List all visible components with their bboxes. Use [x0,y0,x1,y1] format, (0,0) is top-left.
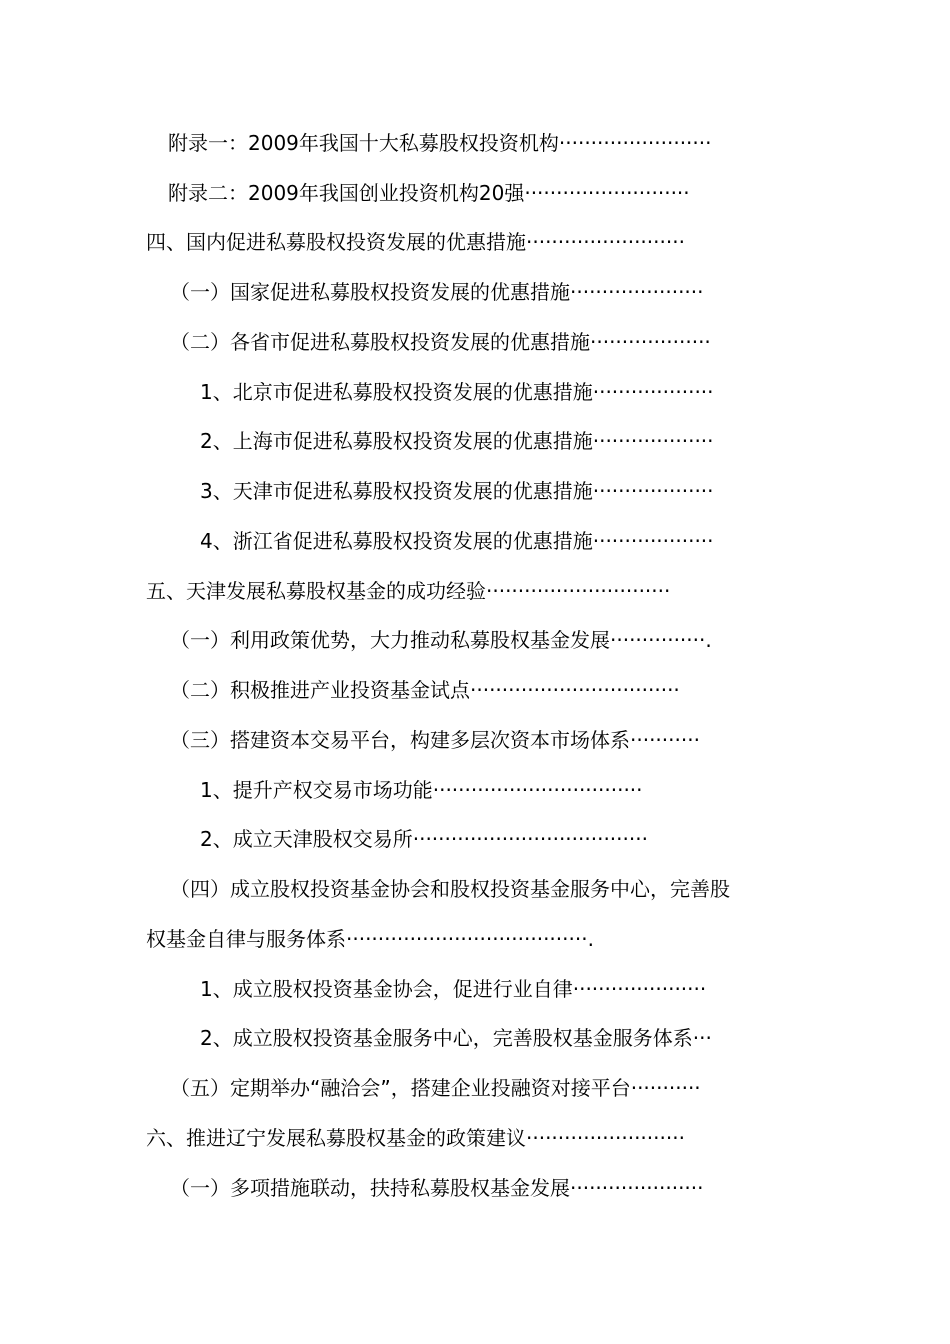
toc-entry: （一）利用政策优势，大力推动私募股权基金发展···············. [170,628,712,652]
toc-entry: 五、天津发展私募股权基金的成功经验····························· [146,579,671,603]
toc-entry: （一）国家促进私募股权投资发展的优惠措施····················· [170,280,704,304]
toc-entry: 六、推进辽宁发展私募股权基金的政策建议························· [146,1126,685,1150]
toc-entry: 3、天津市促进私募股权投资发展的优惠措施··················· [200,479,714,503]
toc-entry: 1、北京市促进私募股权投资发展的优惠措施··················· [200,380,714,404]
toc-entry: 1、提升产权交易市场功能································· [200,778,643,802]
toc-entry: 2、上海市促进私募股权投资发展的优惠措施··················· [200,429,714,453]
toc-entry: 附录二：2009年我国创业投资机构20强·························· [168,181,690,205]
toc-entry: （二）积极推进产业投资基金试点································· [170,678,680,702]
toc-entry: 2、成立天津股权交易所····································· [200,827,648,851]
toc-entry: 附录一：2009年我国十大私募股权投资机构························ [168,131,712,155]
toc-entry: 4、浙江省促进私募股权投资发展的优惠措施··················· [200,529,714,553]
toc-entry: （一）多项措施联动，扶持私募股权基金发展····················· [170,1176,704,1200]
toc-entry: 2、成立股权投资基金服务中心，完善股权基金服务体系··· [200,1026,712,1050]
toc-entry: 权基金自律与服务体系······································. [146,927,594,951]
toc-entry: 四、国内促进私募股权投资发展的优惠措施························· [146,230,685,254]
toc-entry: （二）各省市促进私募股权投资发展的优惠措施··················· [170,330,711,354]
toc-entry: （五）定期举办“融洽会”，搭建企业投融资对接平台··········· [170,1076,701,1100]
toc-entry: 1、成立股权投资基金协会，促进行业自律····················· [200,977,707,1001]
toc-entry: （三）搭建资本交易平台，构建多层次资本市场体系··········· [170,728,700,752]
toc-entry: （四）成立股权投资基金协会和股权投资基金服务中心，完善股 [170,877,730,901]
